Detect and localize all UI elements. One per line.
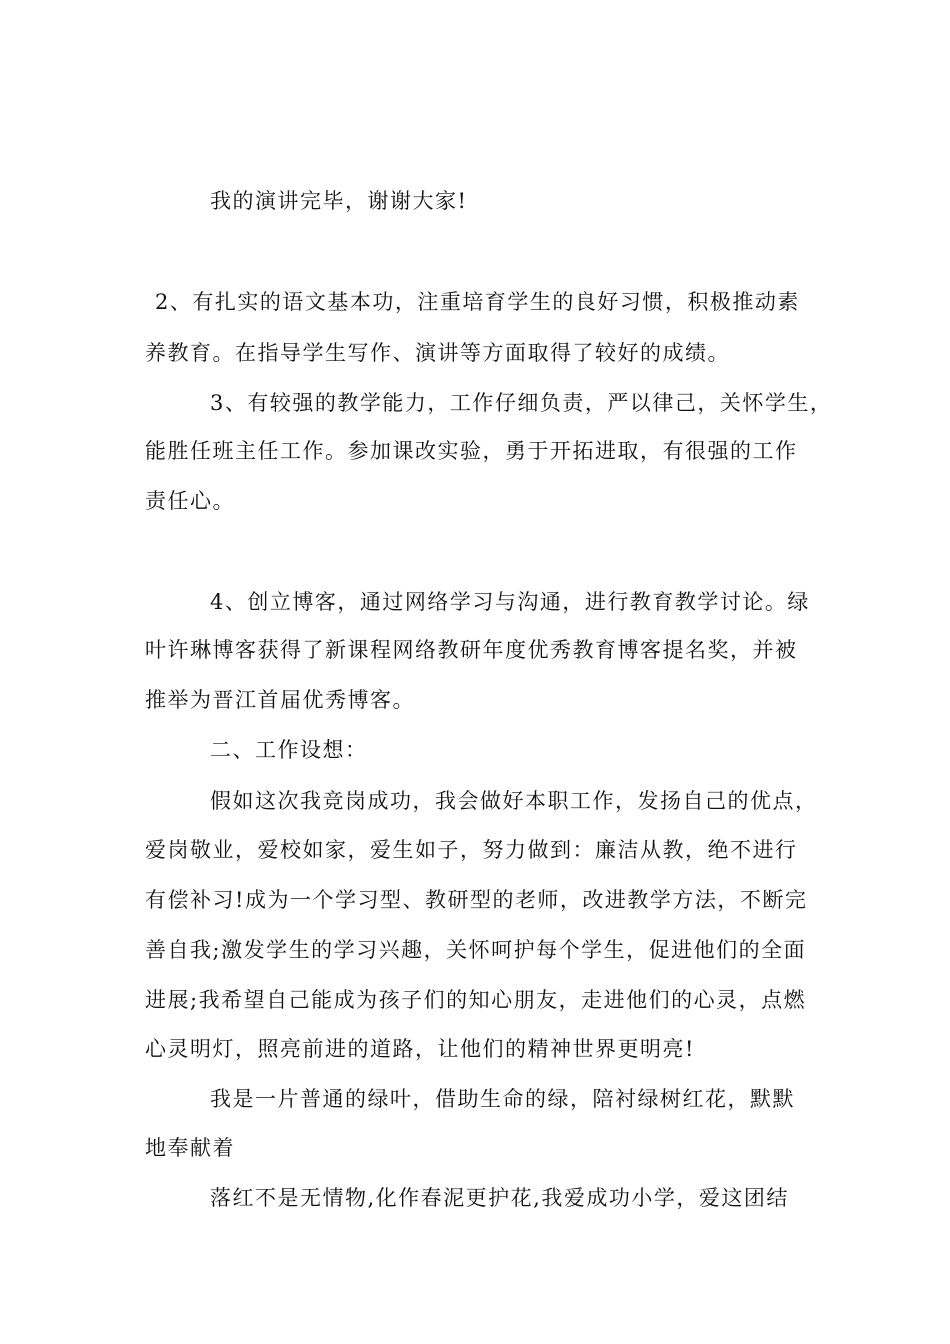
paragraph-5-line-5: 进展;我希望自己能成为孩子们的知心朋友，走进他们的心灵，点燃 (145, 988, 807, 1012)
closing-line: 我的演讲完毕，谢谢大家! (210, 189, 468, 213)
paragraph-3-line-2: 能胜任班主任工作。参加课改实验，勇于开拓进取，有很强的工作 (145, 439, 798, 463)
paragraph-4-line-1: 4、创立博客，通过网络学习与沟通，进行教育教学讨论。绿 (210, 590, 810, 614)
paragraph-5-line-4: 善自我;激发学生的学习兴趣，关怀呵护每个学生，促进他们的全面 (145, 938, 807, 962)
paragraph-2-line-1: 2、有扎实的语文基本功，注重培育学生的良好习惯，积极推动素 (155, 290, 800, 314)
paragraph-3-line-1: 3、有较强的教学能力，工作仔细负责，严以律己，关怀学生， (210, 391, 833, 415)
paragraph-5-line-2: 爱岗敬业，爱校如家，爱生如子，努力做到：廉洁从教，绝不进行 (145, 838, 798, 862)
paragraph-2-line-2: 养教育。在指导学生写作、演讲等方面取得了较好的成绩。 (145, 341, 730, 365)
section-heading: 二、工作设想： (210, 738, 368, 762)
paragraph-5-line-1: 假如这次我竞岗成功，我会做好本职工作，发扬自己的优点， (210, 789, 818, 813)
paragraph-3-line-3: 责任心。 (145, 489, 235, 513)
paragraph-5-line-3: 有偿补习!成为一个学习型、教研型的老师，改进教学方法，不断完 (145, 888, 808, 912)
paragraph-7-line-1: 落红不是无情物,化作春泥更护花,我爱成功小学，爱这团结 (210, 1186, 789, 1210)
paragraph-5-line-6: 心灵明灯，照亮前进的道路，让他们的精神世界更明亮! (145, 1037, 695, 1061)
paragraph-6-line-1: 我是一片普通的绿叶，借助生命的绿，陪衬绿树红花，默默 (210, 1087, 795, 1111)
paragraph-4-line-2: 叶许琳博客获得了新课程网络教研年度优秀教育博客提名奖，并被 (145, 638, 798, 662)
paragraph-6-line-2: 地奉献着 (145, 1136, 235, 1160)
paragraph-4-line-3: 推举为晋江首届优秀博客。 (145, 688, 415, 712)
